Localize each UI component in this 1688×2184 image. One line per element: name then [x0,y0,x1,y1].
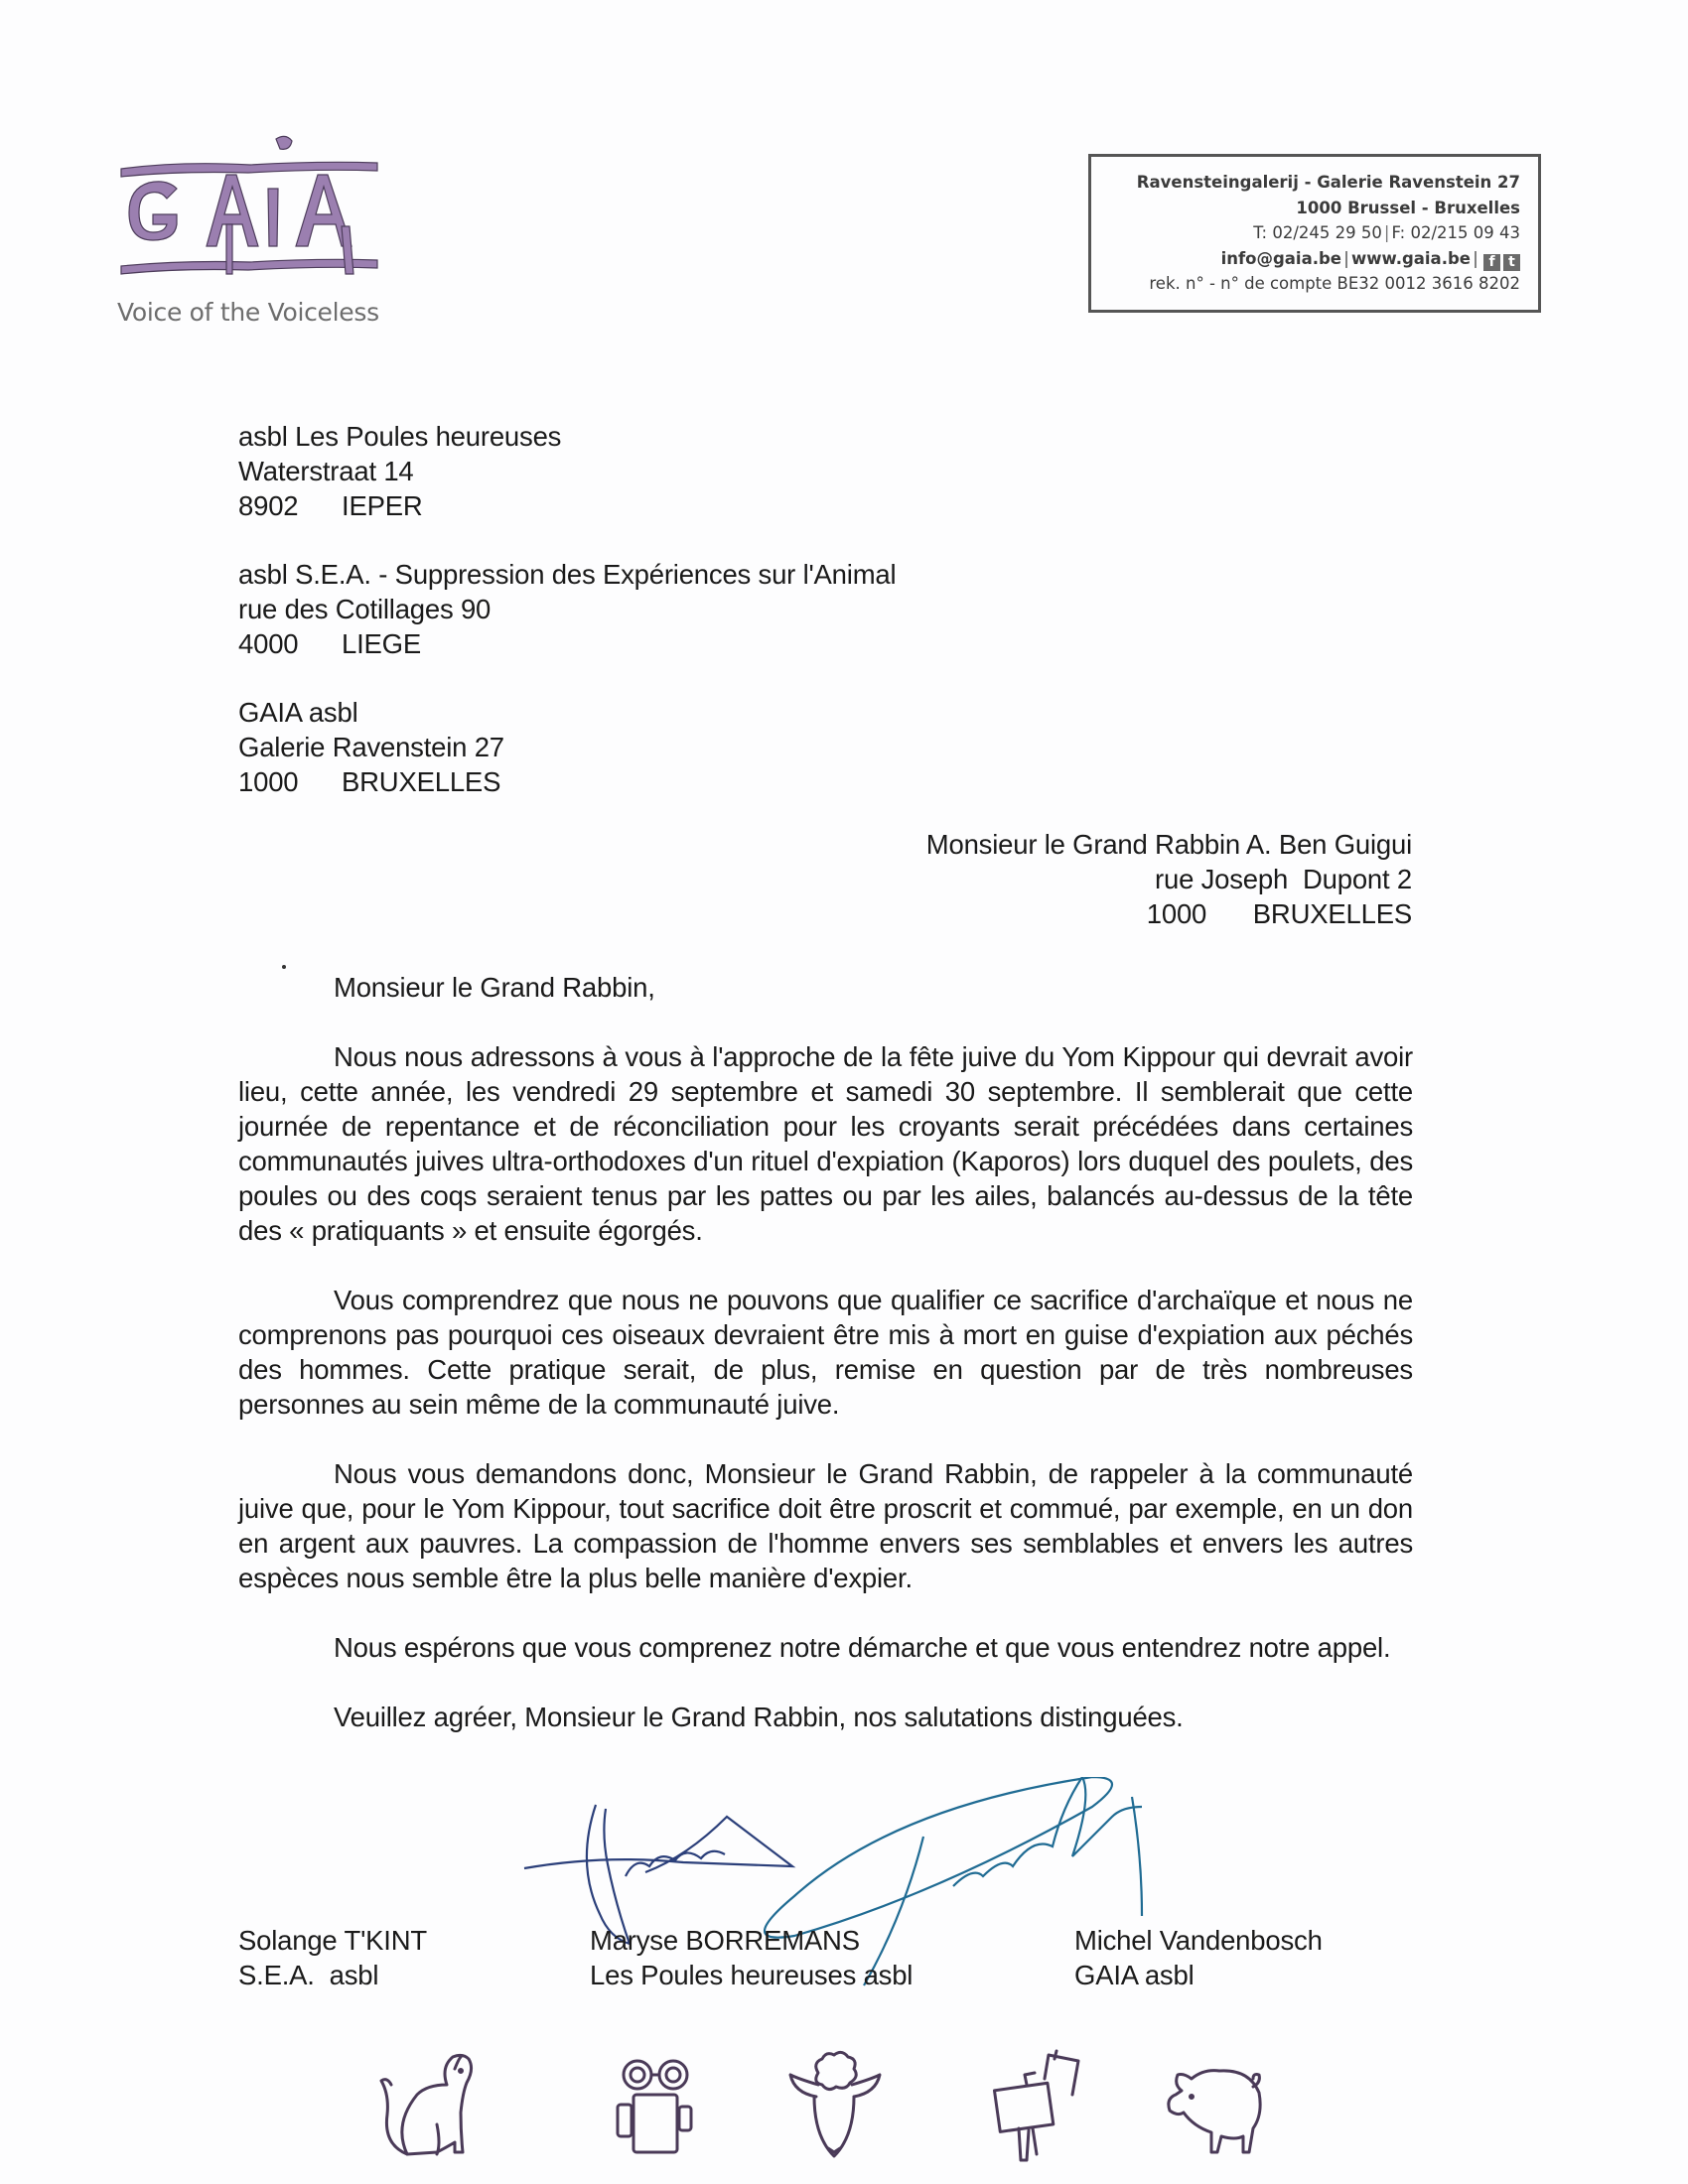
twitter-icon[interactable]: t [1503,254,1520,271]
signatory-1 [238,1923,427,1992]
sender-name: asbl Les Poules heureuses [238,421,562,452]
letter-body [238,970,1413,1734]
contact-address-line2: 1000 Brussel - Bruxelles [1296,198,1520,217]
signatory-name: Maryse BORREMANS [590,1925,860,1956]
contact-phone-fax [1091,220,1520,246]
facebook-icon[interactable]: f [1483,254,1500,271]
signatory-org: Les Poules heureuses asbl [590,1960,914,1990]
separator: | [1342,248,1350,268]
gaia-logo [117,117,385,326]
sender-zip: 8902 [238,490,299,521]
separator: | [1472,248,1478,268]
contact-phone: T: 02/245 29 50 [1253,223,1382,242]
sender-street: rue des Cotillages 90 [238,594,492,624]
contact-account: rek. n° - n° de compte BE32 0012 3616 8202 [1149,274,1520,293]
recipient-street: rue Joseph Dupont 2 [1155,864,1412,894]
recipient-city: BRUXELLES [1252,898,1412,929]
sender-zip: 4000 [238,628,299,659]
sender-address-2 [238,557,896,661]
film-camera-icon [594,2045,713,2164]
signatory-3 [1074,1923,1323,1992]
signatory-2 [590,1923,913,1992]
paragraph-4: Nous espérons que vous comprenez notre démarche et que vous entendrez notre appel. [334,1632,1391,1663]
sheep-icon [774,2045,894,2164]
scan-speck [282,965,286,969]
paragraph-2: Vous comprendrez que nous ne pouvons que qualifier ce sacrifice d'archaïque et nous ne comprenons pas pourquoi ces oiseaux devraient être mis à mort en guise d'expiation aux péchés des hommes. Cette pratique serait, de plus, remise en question par de très nombreuses personnes au sein même de la communauté juive. [238,1285,1413,1420]
sender-city: IEPER [342,490,423,521]
sender-zip: 1000 [238,766,299,797]
recipient-zip: 1000 [1146,898,1207,929]
signatory-name: Michel Vandenbosch [1074,1925,1323,1956]
contact-website[interactable]: www.gaia.be [1351,248,1471,268]
sender-address-3 [238,695,504,799]
logo-tagline: Voice of the Voiceless [117,298,379,327]
sender-city: BRUXELLES [342,766,501,797]
pig-icon [1152,2045,1271,2164]
sender-name: asbl S.E.A. - Suppression des Expériences sur l'Animal [238,559,897,590]
protest-sign-icon [983,2045,1102,2164]
signatory-org: S.E.A. asbl [238,1960,379,1990]
contact-web-row [1091,246,1520,272]
sender-address-1 [238,419,561,523]
cat-icon [377,2045,496,2164]
paragraph-1: Nous nous adressons à vous à l'approche de la fête juive du Yom Kippour qui devrait avoir lieu, cette année, les vendredi 29 septembre et samedi 30 septembre. Il semblerait que cette journée de repentance et de réconciliation pour les croyants serait précédées dans certaines communautés juives ultra-orthodoxes d'un rituel d'expiation (Kaporos) lors duquel des poulets, des poules ou des coqs seraient tenus par les pattes ou par les ailes, balancés au-dessus de la tête des « pratiquants » et ensuite égorgés. [238,1041,1413,1246]
sender-name: GAIA asbl [238,697,358,728]
signatory-org: GAIA asbl [1074,1960,1195,1990]
paragraph-3: Nous vous demandons donc, Monsieur le Grand Rabbin, de rappeler à la communauté juive que, pour le Yom Kippour, tout sacrifice doit être proscrit et commué, par exemple, en un don en argent aux pauvres. La compassion de l'homme envers ses semblables et envers les autres espèces nous semble être la plus belle manière d'expier. [238,1458,1413,1593]
closing: Veuillez agréer, Monsieur le Grand Rabbin, nos salutations distinguées. [334,1702,1184,1732]
contact-email[interactable]: info@gaia.be [1220,248,1341,268]
separator: | [1383,223,1390,242]
recipient-address [926,827,1412,931]
gaia-logo-mark [117,117,385,296]
salutation: Monsieur le Grand Rabbin, [334,972,655,1003]
contact-address-line1: Ravensteingalerij - Galerie Ravenstein 27 [1136,173,1520,192]
recipient-name: Monsieur le Grand Rabbin A. Ben Guigui [925,829,1412,860]
contact-fax: F: 02/215 09 43 [1391,223,1520,242]
sender-street: Waterstraat 14 [238,456,414,486]
contact-box [1088,154,1541,313]
sender-street: Galerie Ravenstein 27 [238,732,504,762]
sender-city: LIEGE [342,628,422,659]
signatory-name: Solange T'KINT [238,1925,427,1956]
